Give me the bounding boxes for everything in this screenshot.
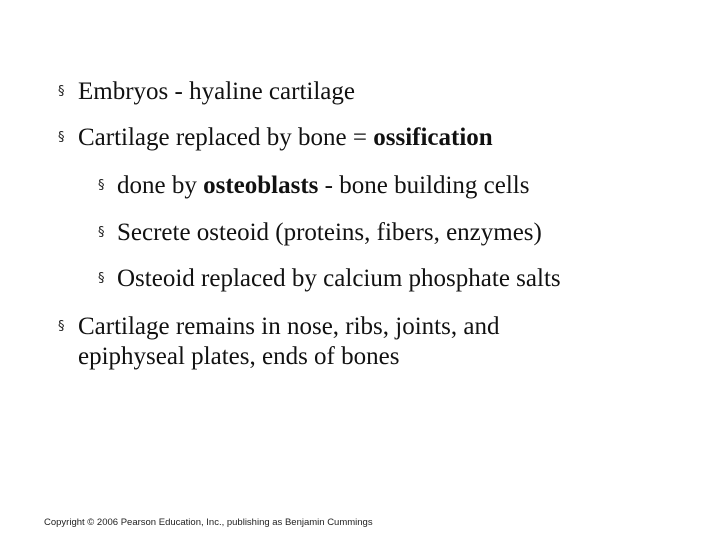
copyright-footer: Copyright © 2006 Pearson Education, Inc., publishing as Benjamin Cummings [44, 517, 373, 528]
bullet-text [117, 171, 529, 201]
bullet-text-line-2: epiphyseal plates, ends of bones [78, 343, 400, 370]
bullet-glyph-icon: § [98, 178, 105, 193]
bullet-text-bold: ossification [373, 124, 493, 151]
bullet-text [78, 312, 499, 372]
bullet-glyph-icon: § [58, 130, 65, 145]
bullet-text-plain: done by [117, 172, 204, 199]
bullet-text: Osteoid replaced by calcium phosphate salts [117, 265, 561, 292]
bullet-embryos [58, 77, 355, 107]
bullet-glyph-icon: § [58, 84, 65, 99]
subbullet-calcium [98, 264, 561, 294]
bullet-glyph-icon: § [58, 319, 65, 334]
bullet-text-line-1: Cartilage remains in nose, ribs, joints, and [78, 313, 500, 340]
bullet-glyph-icon: § [98, 271, 105, 286]
bullet-text [78, 123, 493, 153]
bullet-text-bold: osteoblasts [203, 172, 319, 199]
bullet-text: Secrete osteoid (proteins, fibers, enzymes) [117, 219, 542, 246]
bullet-text: Embryos - hyaline cartilage [78, 78, 355, 105]
bullet-glyph-icon: § [98, 225, 105, 240]
bullet-cartilage-remains [58, 312, 499, 372]
bullet-text-plain: Cartilage replaced by bone = [78, 124, 374, 151]
subbullet-osteoblasts [98, 171, 529, 201]
bullet-text-plain-after: - bone building cells [318, 172, 530, 199]
subbullet-osteoid [98, 218, 542, 248]
bullet-ossification [58, 123, 493, 153]
